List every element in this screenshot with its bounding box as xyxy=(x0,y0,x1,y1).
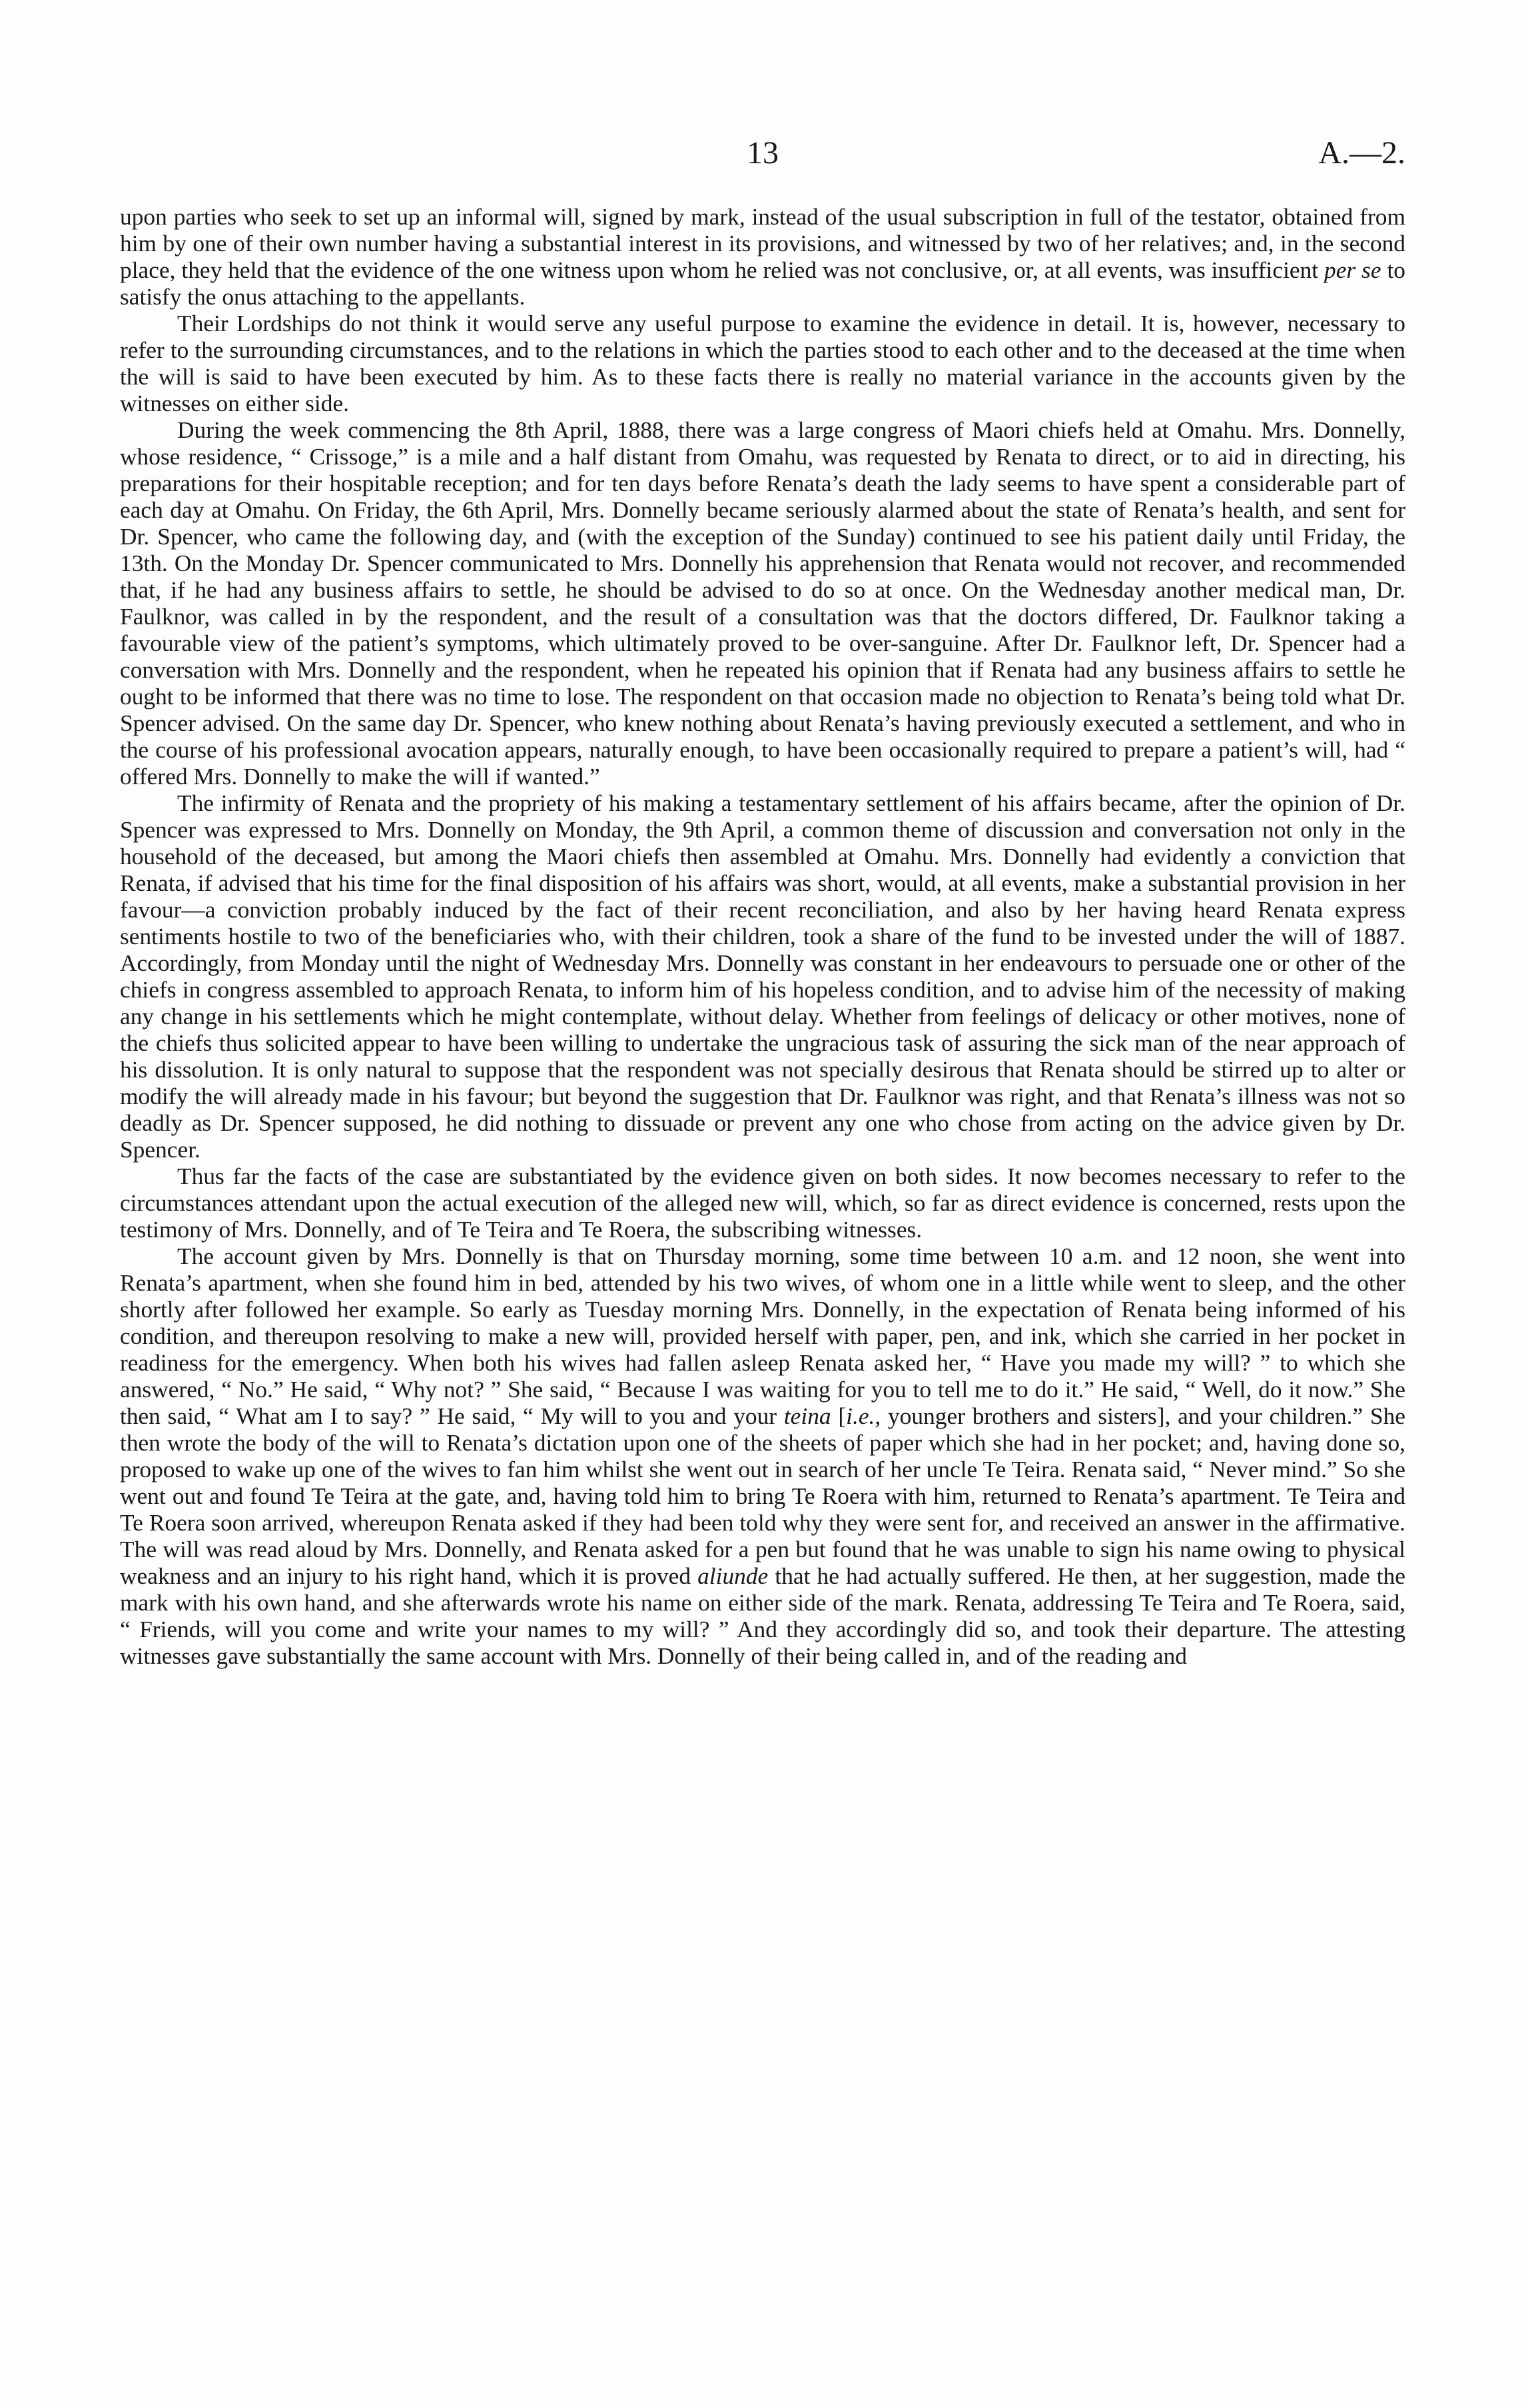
paragraph-text: During the week commencing the 8th April, 1888, there was a large congress of Maori chiefs held at Omahu. Mrs. Donnelly, whose residence, “ Crissoge,” is a mile and a half distant from Omahu, was requested by Renata to direct, or to aid in directing, his preparations for their hospitable reception; and for ten days before Renata’s death the lady seems to have spent a considerable part of each day at Omahu. On Friday, the 6th April, Mrs. Donnelly became seriously alarmed about the state of Renata’s health, and sent for Dr. Spencer, who came the following day, and (with the exception of the Sunday) continued to see his patient daily until Friday, the 13th. On the Monday Dr. Spencer communicated to Mrs. Donnelly his apprehension that Renata would not recover, and recommended that, if he had any business affairs to settle, he should be advised to do so at once. On the Wednesday another medical man, Dr. Faulknor, was called in by the respondent, and the result of a consultation was that the doctors differed, Dr. Faulknor taking a favourable view of the patient’s symptoms, which ultimately proved to be over-sanguine. After Dr. Faulknor left, Dr. Spencer had a conversation with Mrs. Donnelly and the respondent, when he repeated his opinion that if Renata had any business affairs to settle he ought to be informed that there was no time to lose. The respondent on that occasion made no objection to Renata’s being told what Dr. Spencer advised. On the same day Dr. Spencer, who knew nothing about Renata’s having previously executed a settlement, and who in the course of his professional avocation appears, naturally enough, to have been occasionally required to prepare a patient’s will, had “ offered Mrs. Donnelly to make the will if wanted.” xyxy=(120,416,1405,790)
paragraph-text: Their Lordships do not think it would serve any useful purpose to examine the evidence in detail. It is, however, necessary to refer to the surrounding circumstances, and to the relations in which the parties stood to each other and to the deceased at the time when the will is said to have been executed by him. As to these facts there is really no material variance in the accounts given by the witnesses on either side. xyxy=(120,310,1405,416)
italic-phrase: teina xyxy=(783,1403,831,1429)
page-number: 13 xyxy=(747,135,779,171)
paragraph-4 xyxy=(120,790,1405,1163)
body-text xyxy=(120,203,1405,1669)
page-header xyxy=(120,133,1405,180)
paragraph-text: to satisfy the onus attaching to the appellants. xyxy=(120,257,1405,310)
paragraph-text: Thus far the facts of the case are substantiated by the evidence given on both sides. It now becomes necessary to refer to the circumstances attendant upon the actual execution of the alleged new will, which, so far as direct evidence is concerned, rests upon the testimony of Mrs. Donnelly, and of Te Teira and Te Roera, the subscribing witnesses. xyxy=(120,1163,1405,1243)
italic-phrase: aliunde xyxy=(697,1562,769,1589)
paragraph-6 xyxy=(120,1243,1405,1669)
paragraph-text: The infirmity of Renata and the propriety of his making a testamentary settlement of his affairs became, after the opinion of Dr. Spencer was expressed to Mrs. Donnelly on Monday, the 9th April, a common theme of discussion and conversation not only in the household of the deceased, but among the Maori chiefs then assembled at Omahu. Mrs. Donnelly had evidently a conviction that Renata, if advised that his time for the final disposition of his affairs was short, would, at all events, make a substantial provision in her favour—a conviction probably induced by the fact of their recent reconciliation, and also by her having heard Renata express sentiments hostile to two of the beneficiaries who, with their children, took a share of the fund to be invested under the will of 1887. Accordingly, from Monday until the night of Wednesday Mrs. Donnelly was constant in her endeavours to persuade one or other of the chiefs in congress assembled to approach Renata, to inform him of his hopeless condition, and to advise him of the necessity of making any change in his settlements which he might contemplate, without delay. Whether from feelings of delicacy or other motives, none of the chiefs thus solicited appear to have been willing to undertake the ungracious task of assuring the sick man of the near approach of his dissolution. It is only natural to suppose that the respondent was not specially desirous that Renata should be stirred up to alter or modify the will already made in his favour; but beyond the suggestion that Dr. Faulknor was right, and that Renata’s illness was not so deadly as Dr. Spencer supposed, he did nothing to dissuade or prevent any one who chose from acting on the advice given by Dr. Spencer. xyxy=(120,790,1405,1163)
paragraph-5 xyxy=(120,1163,1405,1243)
paragraph-text: younger brothers and sisters], and your children.” She then wrote the body of the will to Renata’s dictation upon one of the sheets of paper which she had in her pocket; and, having done so, proposed to wake up one of the wives to fan him whilst she went out in search of her uncle Te Teira. Renata said, “ Never mind.” So she went out and found Te Teira at the gate, and, having told him to bring Te Roera with him, returned to Renata’s apartment. Te Teira and Te Roera soon arrived, whereupon Renata asked if they had been told why they were sent for, and received an answer in the affirmative. The will was read aloud by Mrs. Donnelly, and Renata asked for a pen but found that he was unable to sign his name owing to physical weakness and an injury to his right hand, which it is proved xyxy=(120,1403,1405,1589)
paragraph-3 xyxy=(120,416,1405,790)
paragraph-1 xyxy=(120,203,1405,310)
paragraph-text: that he had actually suffered. He then, at her suggestion, made the mark with his own hand, and she afterwards wrote his name on either side of the mark. Renata, addressing Te Teira and Te Roera, said, “ Friends, will you come and write your names to my will? ” And they accordingly did so, and took their departure. The attesting witnesses gave substantially the same account with Mrs. Donnelly of their being called in, and of the reading and xyxy=(120,1562,1405,1669)
italic-phrase: per se xyxy=(1324,257,1381,283)
paragraph-2 xyxy=(120,310,1405,416)
paragraph-text: upon parties who seek to set up an informal will, signed by mark, instead of the usual subscription in full of the testator, obtained from him by one of their own number having a substantial interest in its provisions, and witnessed by two of her relatives; and, in the second place, they held that the evidence of the one witness upon whom he relied was not conclusive, or, at all events, was insufficient xyxy=(120,203,1405,283)
paragraph-text: [ xyxy=(831,1403,847,1429)
document-reference: A.—2. xyxy=(1318,135,1405,171)
italic-phrase: i.e., xyxy=(846,1403,881,1429)
paragraph-text: The account given by Mrs. Donnelly is that on Thursday morning, some time between 10 a.m. and 12 noon, she went into Renata’s apartment, when she found him in bed, attended by his two wives, of whom one in a little while went to sleep, and the other shortly after followed her example. So early as Tuesday morning Mrs. Donnelly, in the expectation of Renata being informed of his condition, and thereupon resolving to make a new will, provided herself with paper, pen, and ink, which she carried in her pocket in readiness for the emergency. When both his wives had fallen asleep Renata asked her, “ Have you made my will? ” to which she answered, “ No.” He said, “ Why not? ” She said, “ Because I was waiting for you to tell me to do it.” He said, “ Well, do it now.” She then said, “ What am I to say? ” He said, “ My will to you and your xyxy=(120,1243,1405,1429)
